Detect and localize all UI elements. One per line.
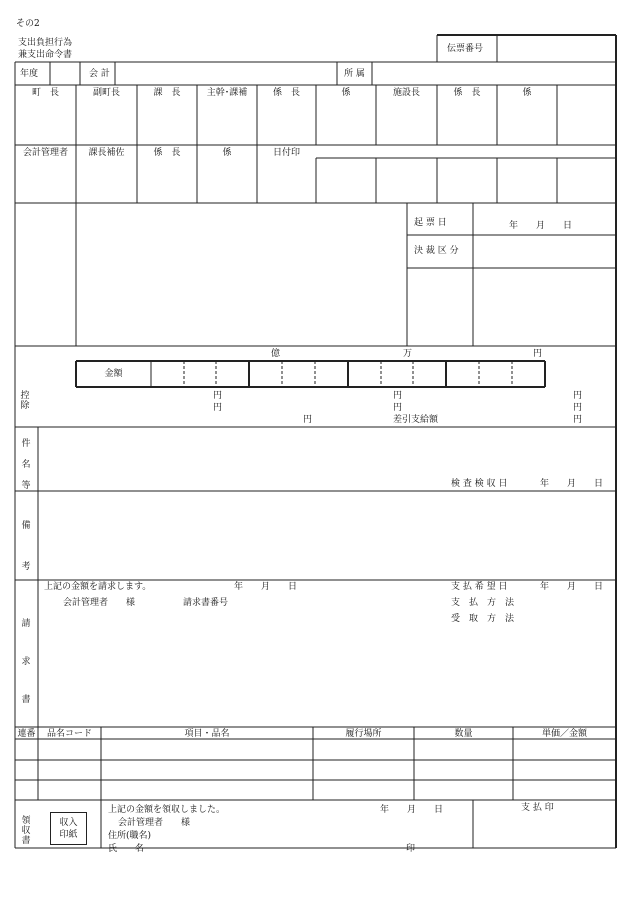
kenmei-field[interactable] [39,428,615,474]
kaikei-field[interactable] [116,63,336,84]
sashihiki-en: 円 [573,415,583,425]
th-renban: 連番 [17,729,36,739]
unit-man: 万 [403,349,413,359]
nendo-label: 年度 [20,69,39,79]
approval-shukan: 主幹･課補 [206,88,248,98]
shiharai-kibo-date: 年 月 日 [540,582,604,592]
kojo-en-2b: 円 [393,403,403,413]
kenmei-label: 件名等 [21,439,31,491]
shiharai-in-label: 支 払 印 [521,803,554,813]
unit-oku: 億 [271,349,281,359]
kojo-en-1c: 円 [573,391,583,401]
form-title-line1: 支出負担行為 [18,38,73,48]
approval-kakari: 係 [341,88,351,98]
approval-shisetsucho: 施設長 [392,88,420,98]
seikyu-kaikei-kanrisha: 会計管理者 様 [63,598,136,608]
memo-area[interactable] [77,204,406,345]
denpyo-number-field[interactable] [498,36,615,61]
approval-fukucho: 副町長 [92,88,120,98]
receipt-statement: 上記の金額を領収しました。 [108,805,226,815]
receipt-seal: 印 [406,844,416,854]
kojo-en-3: 円 [303,415,313,425]
receipt-date: 年 月 日 [380,805,444,815]
nendo-field[interactable] [51,63,79,84]
kojo-en-2a: 円 [213,403,223,413]
kihyo-date: 年 月 日 [509,221,573,231]
kingaku-field[interactable] [152,362,544,386]
approval-kakari-2: 係 [522,88,532,98]
approval-cho: 町 長 [31,88,59,98]
revenue-stamp-line1: 収入 [59,818,78,828]
kensa-label: 検 査 検 収 日 [451,479,508,489]
th-hinmei-code: 品名コード [46,729,92,739]
denpyo-number-label: 伝票番号 [447,44,484,54]
seikyu-statement: 上記の金額を請求します。 [44,582,152,592]
receipt-label: 領収書 [21,816,31,846]
kojo-en-1b: 円 [393,391,403,401]
biko-label: 備考 [21,521,31,572]
shozoku-label: 所 属 [344,69,365,79]
receipt-address-label: 住所(職名) [108,831,152,841]
receipt-kaikei-kanrisha: 会計管理者 様 [118,818,191,828]
revenue-stamp-line2: 印紙 [59,830,78,840]
uketori-hoho-label: 受 取 方 法 [451,614,515,624]
kaikei-label: 会 計 [89,69,110,79]
receipt-name-label: 氏 名 [108,844,145,854]
th-koumoku: 項目・品名 [184,729,230,739]
th-tanka: 単価／金額 [541,729,587,739]
kingaku-label: 金額 [104,369,123,379]
th-suryo: 数量 [454,729,473,739]
form-title-line2: 兼支出命令書 [18,50,73,60]
shiharai-kibo-label: 支 払 希 望 日 [451,582,508,592]
kojo-label: 控除 [20,391,30,411]
items-table-body[interactable] [16,740,615,799]
approval-kakari-3: 係 [222,148,232,158]
kihyo-label: 起 票 日 [414,218,447,228]
seikyusho-number-label: 請求書番号 [183,598,229,608]
sashihiki-label: 差引支給額 [393,415,439,425]
shozoku-field[interactable] [373,63,615,84]
kojo-en-1a: 円 [213,391,223,401]
biko-field[interactable] [39,492,615,579]
approval-kacho: 課 長 [153,88,181,98]
seikyu-label: 請求書 [21,619,31,705]
th-riko-basho: 履行場所 [345,729,382,739]
approval-kakaricho-2: 係 長 [453,88,481,98]
seikyu-date: 年 月 日 [234,582,298,592]
approval-kakaricho-3: 係 長 [153,148,181,158]
shiharai-hoho-label: 支 払 方 法 [451,598,515,608]
kessai-label: 決 裁 区 分 [414,246,459,256]
kojo-en-2c: 円 [573,403,583,413]
revenue-stamp-box [50,812,87,845]
approval-kakaricho: 係 長 [272,88,300,98]
approval-kacho-hosa: 課長補佐 [88,148,125,158]
form-variant-label: その2 [16,19,40,29]
approval-hizukein: 日付印 [272,148,300,158]
kensa-date: 年 月 日 [540,479,604,489]
unit-en: 円 [533,349,543,359]
approval-kaikei-kanrisha: 会計管理者 [22,148,68,158]
